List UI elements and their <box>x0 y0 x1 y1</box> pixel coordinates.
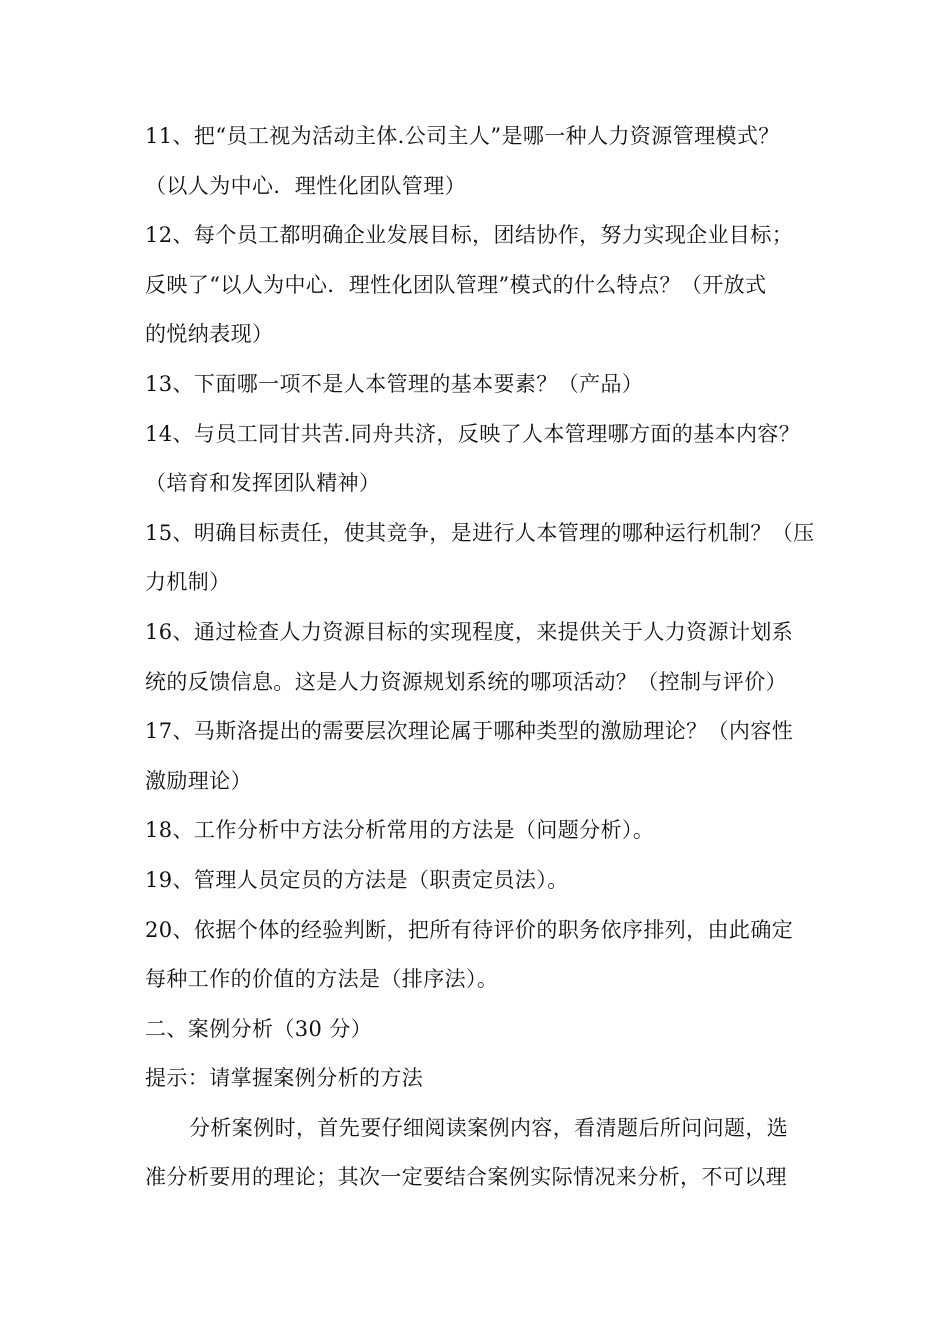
text-line: 每种工作的价值的方法是（排序法）。 <box>145 967 499 992</box>
text-line: 17、马斯洛提出的需要层次理论属于哪种类型的激励理论？（内容性 <box>145 719 794 744</box>
text-line: 的悦纳表现） <box>145 322 274 347</box>
text-line: 力机制） <box>145 570 231 595</box>
document-body <box>145 112 815 1203</box>
text-line: 13、下面哪一项不是人本管理的基本要素？（产品） <box>145 371 644 396</box>
paragraph-line: 准分析要用的理论；其次一定要结合案例实际情况来分析，不可以理 <box>145 1165 787 1190</box>
text-line: 激励理论） <box>145 768 252 793</box>
text-line: 12、每个员工都明确企业发展目标，团结协作，努力实现企业目标； <box>145 223 794 248</box>
text-line: 15、明确目标责任，使其竞争，是进行人本管理的哪种运行机制？（压 <box>145 520 815 545</box>
text-line: 统的反馈信息。这是人力资源规划系统的哪项活动？（控制与评价） <box>145 669 787 694</box>
hint-line: 提示：请掌握案例分析的方法 <box>145 1066 424 1091</box>
text-line: 18、工作分析中方法分析常用的方法是（问题分析）。 <box>145 818 655 843</box>
paragraph-line: 分析案例时，首先要仔细阅读案例内容，看清题后所问问题，选 <box>189 1115 789 1140</box>
text-line: 11、把“员工视为活动主体.公司主人”是哪一种人力资源管理模式？ <box>145 124 780 148</box>
text-line: 反映了“以人为中心．理性化团队管理”模式的什么特点？（开放式 <box>145 272 767 297</box>
text-line: 20、依据个体的经验判断，把所有待评价的职务依序排列，由此确定 <box>145 917 794 942</box>
text-line: 16、通过检查人力资源目标的实现程度，来提供关于人力资源计划系 <box>145 619 794 644</box>
text-line: 14、与员工同甘共苦.同舟共济，反映了人本管理哪方面的基本内容？ <box>145 421 801 446</box>
text-line: （以人为中心．理性化团队管理） <box>145 173 466 198</box>
section-heading: 二、案例分析（30 分） <box>145 1016 373 1041</box>
text-line: 19、管理人员定员的方法是（职责定员法）。 <box>145 867 569 892</box>
text-line: （培育和发挥团队精神） <box>145 471 381 496</box>
